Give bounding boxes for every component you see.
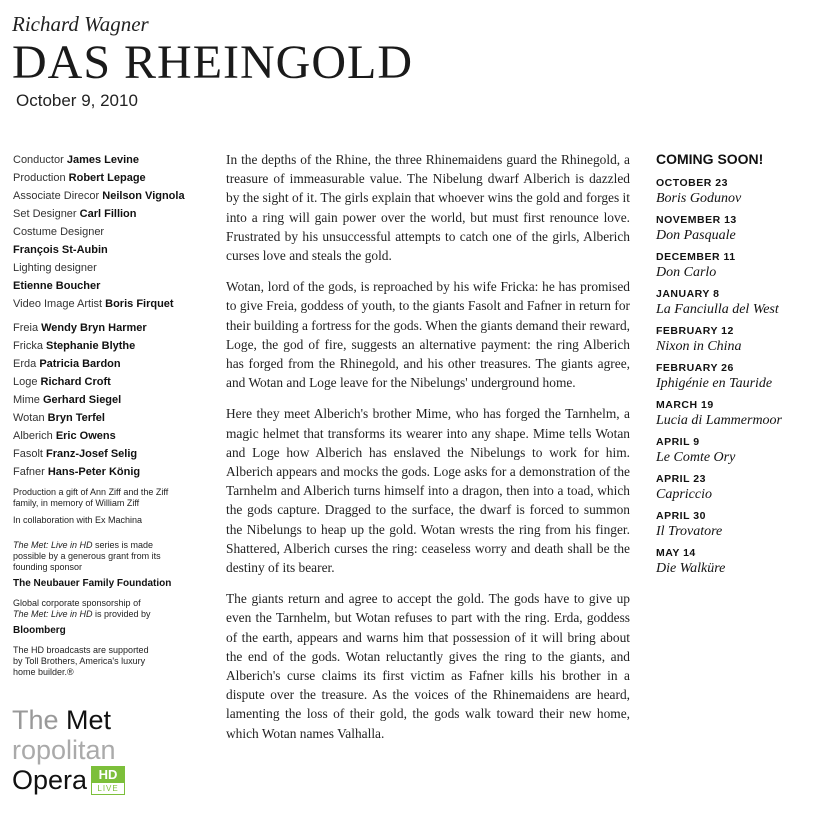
synopsis — [226, 150, 630, 755]
list-item: APRIL 23 Capriccio — [656, 473, 712, 502]
cast-wotan: Wotan Bryn Terfel — [13, 412, 105, 424]
list-item: APRIL 9 Le Comte Ory — [656, 436, 736, 465]
composer-name: Richard Wagner — [12, 12, 149, 36]
live-series-note: The Met: Live in HD series is made possible by a generous grant from its founding sponsor — [13, 540, 161, 572]
credit-conductor: Conductor James Levine — [13, 154, 139, 166]
credit-set-designer: Set Designer Carl Fillion — [13, 208, 137, 220]
production-gift-note: Production a gift of Ann Ziff and the Ziff family, in memory of William Ziff — [13, 487, 169, 508]
cast-fasolt: Fasolt Franz-Josef Selig — [13, 448, 138, 460]
list-item: JANUARY 8 La Fanciulla del West — [656, 288, 779, 317]
list-item: FEBRUARY 12 Nixon in China — [656, 325, 742, 354]
list-item: NOVEMBER 13 Don Pasquale — [656, 214, 737, 243]
global-sponsorship-note: Global corporate sponsorship of The Met: Live in HD is provided by — [13, 598, 151, 619]
credit-associate-director: Associate Direcor Neilson Vignola — [13, 190, 185, 202]
coming-soon-list — [656, 151, 821, 584]
credit-production: Production Robert Lepage — [13, 172, 146, 184]
hd-support-note: The HD broadcasts are supported by Toll Brothers, America's luxury home builder.® — [13, 645, 149, 677]
list-item: MARCH 19 Lucia di Lammermoor — [656, 399, 783, 428]
cast-alberich: Alberich Eric Owens — [13, 430, 116, 442]
list-item: OCTOBER 23 Boris Godunov — [656, 177, 742, 206]
synopsis-paragraph: The giants return and agree to accept the gold. The gods have to give up even the Tarnhelm, but Wotan refuses to part with the ring. Erda, goddess of the earth, appears and warns him that possession of it will bring about the end of the gods. Wotan reluctantly gives the ring to the giants, and Alberich's curse claims its first victim as Fafner kills his brother in a dispute over the treasure. As the voices of the Rhinemaidens are heard, lamenting the loss of their gold, the gods walk toward their new home, which Wotan names Valhalla. — [226, 591, 630, 741]
collaboration-note: In collaboration with Ex Machina — [13, 515, 143, 525]
performance-date: October 9, 2010 — [16, 91, 138, 110]
opera-title: DAS RHEINGOLD — [12, 36, 413, 89]
cast-fricka: Fricka Stephanie Blythe — [13, 340, 136, 352]
cast-loge: Loge Richard Croft — [13, 376, 111, 388]
cast-fafner: Fafner Hans-Peter König — [13, 466, 141, 478]
synopsis-paragraph: Here they meet Alberich's brother Mime, who has forged the Tarnhelm, a magic helmet that transforms its wearer into any shape. Mime tells Wotan and Loge how Alberich has enslaved the Nibelungs to work for him. Alberich appears and mocks the gods. Loge asks for a demonstration of the Tarnhelm and Alberich turns himself into a dragon, then into a toad, which the gods capture. Dragged to the surface, the dwarf is forced to summon the Nibelungs to heap up the gold. Wotan wrests the ring from his finger. Shattered, Alberich curses the ring: ceaseless worry and death shall be the destiny of its bearer. — [226, 406, 630, 576]
founding-sponsor: The Neubauer Family Foundation — [13, 578, 172, 589]
coming-soon-heading: COMING SOON! — [656, 151, 764, 167]
credit-video-artist: Video Image Artist Boris Firquet — [13, 298, 174, 310]
list-item: FEBRUARY 26 Iphigénie en Tauride — [656, 362, 773, 391]
synopsis-paragraph: In the depths of the Rhine, the three Rhinemaidens guard the Rhinegold, a treasure of immeasurable value. The Nibelung dwarf Alberich is dazzled by the sight of it. The girls explain that whoever wins the gold and forges it into a ring will gain power over the world, but must first renounce love. Frustrated by his unsuccessful attempts to catch one of the girls, Alberich curses love and steals the gold. — [226, 152, 630, 264]
met-opera-hd-logo: The Met ropolitan Opera HD LIVE — [12, 705, 212, 795]
credit-costume-designer: Costume Designer François St-Aubin — [13, 226, 108, 256]
global-sponsor: Bloomberg — [13, 625, 66, 636]
cast-freia: Freia Wendy Bryn Harmer — [13, 322, 147, 334]
page-header — [12, 12, 413, 111]
cast-mime: Mime Gerhard Siegel — [13, 394, 122, 406]
credit-lighting-designer: Lighting designer Etienne Boucher — [13, 262, 101, 292]
list-item: DECEMBER 11 Don Carlo — [656, 251, 736, 280]
list-item: APRIL 30 Il Trovatore — [656, 510, 723, 539]
synopsis-paragraph: Wotan, lord of the gods, is reproached by his wife Fricka: he has promised to give Freia, goddess of youth, to the giants Fasolt and Fafner in return for their building a fortress for the gods. When the giants demand their reward, Loge, the god of fire, suggests an alternative payment: the ring Alberich has forged from the Rhinegold, and his other treasures. The giants agree, and Wotan and Loge leave for the Nibelungs' underground home. — [226, 279, 630, 391]
credits-column — [13, 151, 213, 678]
list-item: MAY 14 Die Walküre — [656, 547, 726, 576]
cast-erda: Erda Patricia Bardon — [13, 358, 121, 370]
hd-live-badge: HD LIVE — [91, 766, 125, 795]
